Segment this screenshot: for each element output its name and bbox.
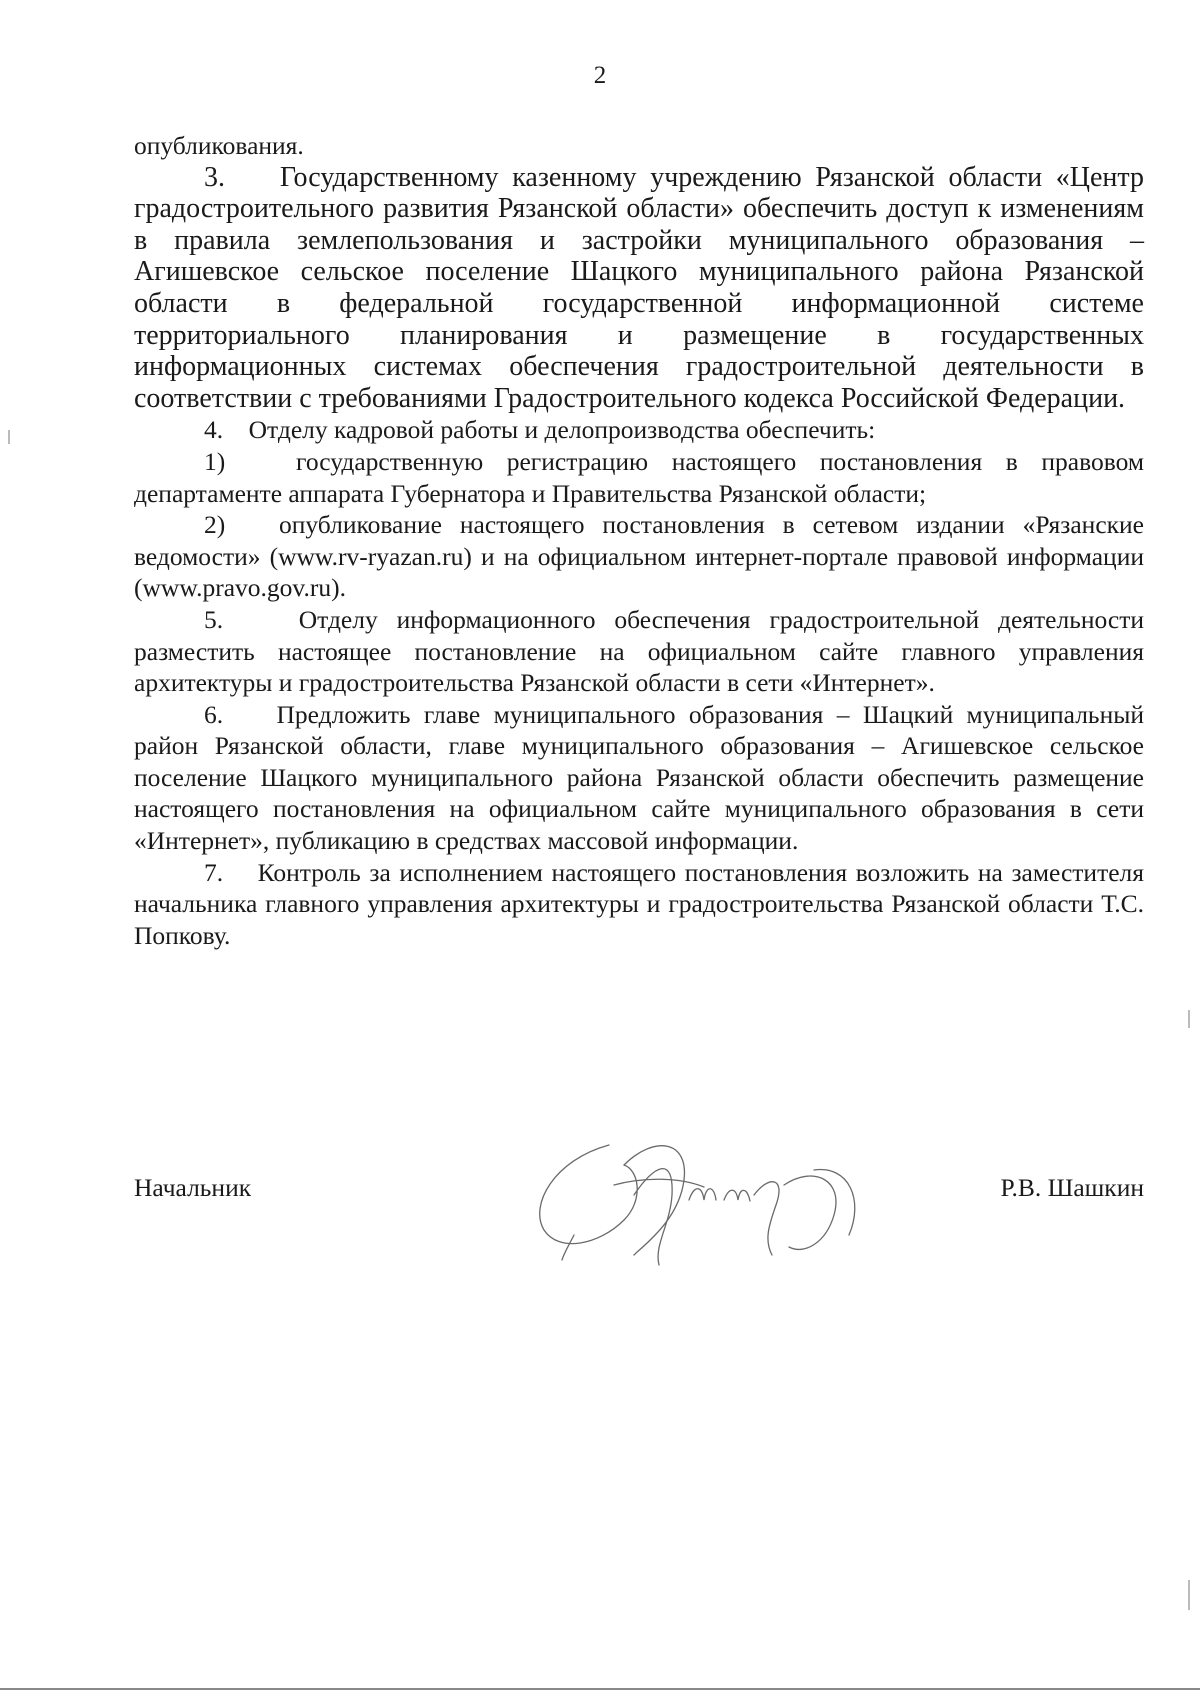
paragraph-item-7: 7. Контроль за исполнением настоящего постановления возложить на заместителя начальника главного управления архитектуры и градостроительства Рязанской области Т.С. Попкову. <box>134 857 1144 950</box>
scan-margin-mark <box>8 430 10 444</box>
paragraph-item-4: 4. Отделу кадровой работы и делопроизводства обеспечить: <box>204 415 876 445</box>
signatory-name: Р.В. Шашкин <box>1000 1173 1144 1202</box>
signature-block <box>134 1135 1144 1202</box>
paragraph-item-3: 3. Государственному казенному учреждению Рязанской области «Центр градостроительного развития Рязанской области» обеспечить доступ к изменениям в правила землепользования и застройки муниципального образования – Агишевское сельское поселение Шацкого муниципального района Рязанской области в федеральной государственной информационной системе территориального планирования и размещение в государственных информационных системах обеспечения градостроительной деятельности в соответствии с требованиями Градостроительного кодекса Российской Федерации. <box>134 161 1144 414</box>
document-body <box>134 130 1144 951</box>
paragraph-item-4-1: 1) государственную регистрацию настоящего постановления в правовом департаменте аппарата Губернатора и Правительства Рязанской области; <box>134 446 1144 508</box>
scan-bottom-edge <box>0 1688 1200 1690</box>
page-number: 2 <box>593 62 607 89</box>
paragraph-item-5: 5. Отделу информационного обеспечения градостроительной деятельности разместить настоящее постановление на официальном сайте главного управления архитектуры и градостроительства Рязанской области в сети «Интернет». <box>134 604 1144 698</box>
handwritten-signature <box>514 1125 894 1275</box>
paragraph-item-4-2: 2) опубликование настоящего постановления в сетевом издании «Рязанские ведомости» (www.rv-ryazan.ru) и на официальном интернет-портале правовой информации (www.pravo.gov.ru). <box>134 510 1144 603</box>
paragraph-item-6: 6. Предложить главе муниципального образования – Шацкий муниципальный район Рязанской области, главе муниципального образования – Агишевское сельское поселение Шацкого муниципального района Рязанской области обеспечить размещение настоящего постановления на официальном сайте муниципального образования в сети «Интернет», публикацию в средствах массовой информации. <box>134 699 1144 856</box>
paragraph-1-continuation: опубликования. <box>134 131 304 160</box>
scan-margin-mark <box>1188 1580 1190 1610</box>
scan-margin-mark <box>1188 1010 1190 1028</box>
signatory-title: Начальник <box>134 1173 252 1202</box>
